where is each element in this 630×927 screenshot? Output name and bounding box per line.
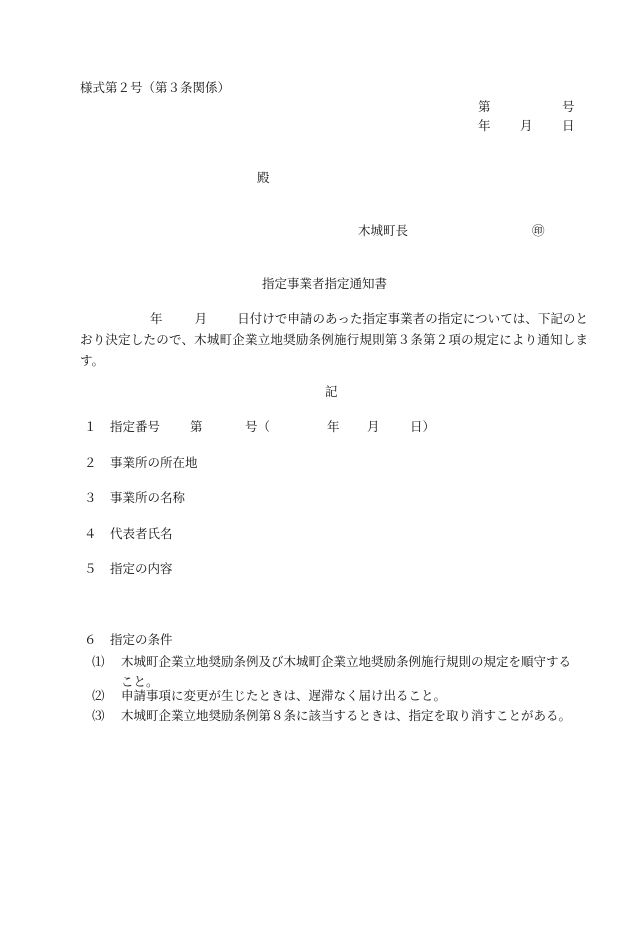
item-5-label: 指定の内容 [110,561,173,576]
item-1-label: 指定番号 [110,419,161,434]
item-6-number: ６ [84,632,97,647]
item-6-label: 指定の条件 [110,632,173,647]
body-month: 月 [194,311,208,326]
doc-date-day: 日 [562,118,575,133]
item-1-day: 日） [410,419,436,434]
item-1 [84,421,160,434]
item-6 [84,634,173,647]
condition-3-text: 木城町企業立地奨励条例第８条に該当するときは、指定を取り消すことがある。 [121,708,572,723]
item-2-label: 事業所の所在地 [110,455,198,470]
ki-heading: 記 [325,384,338,399]
condition-2-number: ⑵ [92,688,105,703]
condition-1-text: 木城町企業立地奨励条例及び木城町企業立地奨励条例施行規則の規定を順守すること。 [121,654,572,689]
document-title: 指定事業者指定通知書 [262,276,388,291]
item-5-number: ５ [84,561,97,576]
seal-mark: ㊞ [532,223,545,238]
item-3 [84,492,185,505]
item-1-month: 月 [367,419,380,434]
doc-number-suffix: 号 [562,99,575,114]
item-1-go: 号（ [245,419,271,434]
item-4-number: ４ [84,526,97,541]
item-5 [84,563,173,576]
sender-title: 木城町長 [358,223,409,238]
doc-date-month: 月 [520,118,533,133]
addressee-suffix: 殿 [257,170,270,185]
body-year: 年 [150,311,163,326]
item-1-year: 年 [327,419,340,434]
item-1-dai: 第 [190,419,203,434]
item-3-label: 事業所の名称 [110,490,186,505]
item-3-number: ３ [84,490,97,505]
item-2-number: ２ [84,455,97,470]
condition-2-text: 申請事項に変更が生じたときは、遅滞なく届け出ること。 [121,688,447,703]
item-1-number: １ [84,419,97,434]
form-label: 様式第２号（第３条関係） [80,80,231,95]
doc-date-year: 年 [478,118,491,133]
body-paragraph [80,308,588,371]
condition-1-number: ⑴ [92,654,105,669]
item-4 [84,528,173,541]
item-4-label: 代表者氏名 [110,526,173,541]
doc-number-prefix: 第 [478,99,491,114]
item-2 [84,457,198,470]
condition-3-number: ⑶ [92,708,105,723]
body-text: 日付けで申請のあった指定事業者の指定については、下記のとおり決定したので、木城町企業立地奨励条例施行規則第３条第２項の規定により通知します。 [80,311,588,368]
